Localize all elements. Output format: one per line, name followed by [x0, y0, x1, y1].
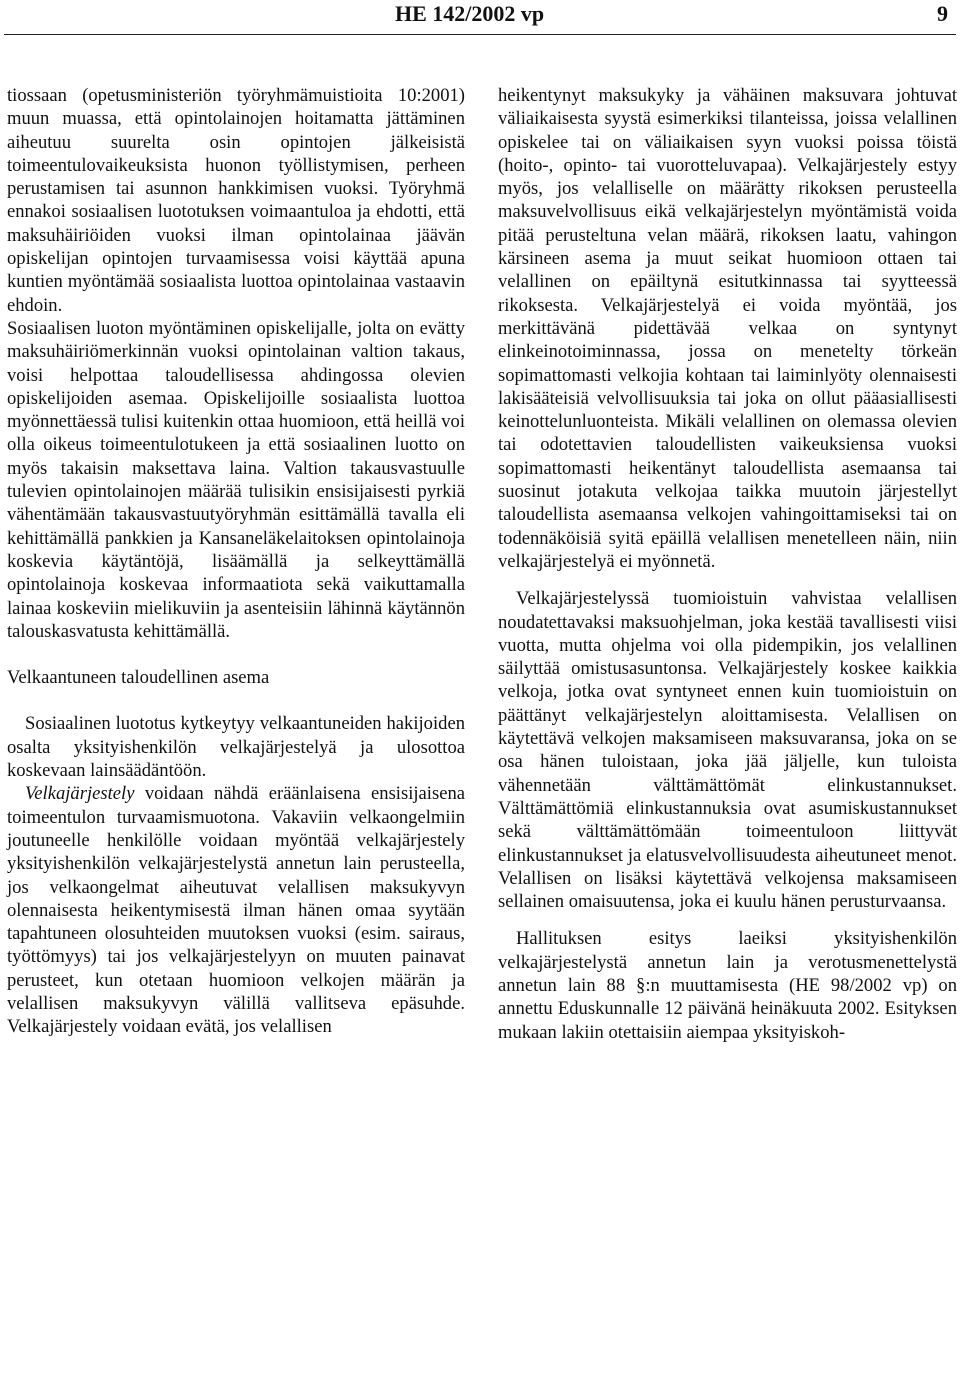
left-paragraph-4-text: voidaan nähdä eräänlaisena ensisijaisena toimeentulon turvaamismuotona. Vakaviin velkaongelmiin joutuneelle henkilölle voidaan myöntää velkajärjestely yksityishenkilön velkajärjestelystä annetun lain perusteella, jos velkaongelmat aiheutuvat velallisen maksukyvyn olennaisesta heikentymisestä ilman hänen omaa syytään tapahtuneen olosuhteiden muutoksen vuoksi (esim. sairaus, työttömyys) tai jos velkajärjestelyyn on muuten painavat perusteet, kun otetaan huomioon velkojen määrän ja velallisen maksukyvyn välillä vallitseva epäsuhde. Velkajärjestely voidaan evätä, jos velallisen [7, 783, 465, 1038]
page-header [0, 0, 960, 34]
right-column [498, 84, 957, 1044]
right-paragraph-3: Hallituksen esitys laeiksi yksityishenkilön velkajärjestelystä annetun lain ja verotusmenettelystä annetun lain 88 §:n muuttamisesta (HE 98/2002 vp) on annettu Eduskunnalle 12 päivänä heinäkuuta 2002. Esityksen mukaan lakiin otettaisiin aiempaa yksityiskoh- [498, 928, 957, 1043]
left-paragraph-1: tiossaan (opetusministeriön työryhmämuistioita 10:2001) muun muassa, että opintolainojen hoitamatta jättäminen aiheutuu suurelta osin opintojen jälkeisistä toimeentulovaikeuksista huonon työllistymisen, perheen perustamisen tai asunnon hankkimisen vuoksi. Työryhmä ennakoi sosiaalisen luototuksen voimaantuloa ja ehdotti, että maksuhäiriöiden vuoksi ilman opintolainaa jäävän opiskelijan opintojen turvaamisessa voisi käyttää apuna kuntien myöntämää sosiaalista luottoa opintolainaa vastaavin ehdoin. [7, 85, 465, 316]
right-paragraph-1: heikentynyt maksukyky ja vähäinen maksuvara johtuvat väliaikaisesta syystä esimerkiksi tilanteissa, joissa velallinen opiskelee tai on väliaikaisen syyn vuoksi poissa töistä (hoito-, opinto- tai vuorotteluvapaa). Velkajärjestely estyy myös, jos velalliselle on määrätty rikoksen perusteella maksuvelvollisuus eikä velkajärjestelyn myöntämistä voida pitää perusteltuna velan määrä, rikoksen laatu, vahingon kärsineen asema ja muut seikat huomioon ottaen tai velallinen on epäiltynä esitutkinnassa tai syytteessä rikoksesta. Velkajärjestelyä ei voida myöntää, jos merkittävänä pidettävää velkaa on syntynyt elinkeinotoiminnassa, jossa on menetelty törkeän sopimattomasti velkojia kohtaan tai laiminlyöty olennaisesti lakisääteisiä velvollisuuksia tai joka on ollut pääasiallisesti keinottelunluonteista. Mikäli velallinen on olemassa olevien tai odotettavien taloudellisten vaikeuksiensa vuoksi sopimattomasti heikentänyt taloudellista asemaansa tai suosinut jotakuta velkojaa taikka muutoin järjestellyt taloudellista asemaansa velkojen vahingoittamiseksi tai on todennäköisiä syitä epäillä velallisen menetelleen näin, niin velkajärjestelyä ei myönnetä. [498, 85, 957, 572]
page-number: 9 [937, 1, 948, 26]
left-paragraph-2: Sosiaalisen luoton myöntäminen opiskelijalle, jolta on evätty maksuhäiriömerkinnän vuoksi opintolainan valtion takaus, voisi helpottaa taloudellisessa ahdingossa olevien opiskelijoiden asemaa. Opiskelijoille sosiaalista luottoa myönnettäessä tulisi kuitenkin ottaa huomioon, että heillä voi olla oikeus toimeentulotukeen ja että sosiaalinen luotto on myös takaisin maksettava laina. Valtion takausvastuulle tulevien opintolainojen määrää tulisikin ensisijaisesti pyrkiä vähentämään takausvastuutyöryhmän esittämällä tavalla eli kehittämällä pankkien ja Kansaneläkelaitoksen opintolainoja koskevia käytäntöjä, lisäämällä ja selkeyttämällä opintolainoja koskevaa informaatiota sekä vaikuttamalla lainaa koskeviin mielikuviin ja asenteisiin lähinnä käytännön talouskasvatusta kehittämällä. [7, 317, 465, 642]
left-paragraph-3: Sosiaalinen luototus kytkeytyy velkaantuneiden hakijoiden osalta yksityishenkilön velkajärjestelyä ja ulosottoa koskevaan lainsäädäntöön. [7, 713, 465, 782]
left-paragraph-4 [7, 782, 465, 1038]
left-column [7, 84, 465, 1039]
right-paragraph-2: Velkajärjestelyssä tuomioistuin vahvistaa velallisen noudatettavaksi maksuohjelman, joka kestää tavallisesti viisi vuotta, mutta ohjelma voi olla pidempikin, jos velallinen säilyttää omistusasuntonsa. Velkajärjestely koskee kaikkia velkoja, jotka ovat syntyneet ennen kuin tuomioistuin on päättänyt velkajärjestelyn aloittamisesta. Velallisen on käytettävä velkojen maksamiseen maksuvaransa, joka on se osa hänen tuloistaan, joka jää jäljelle, kun tuloista vähennetään välttämättömät elinkustannukset. Välttämättömiä elinkustannuksia ovat asumiskustannukset sekä välttämättömään toimeentuloon liittyvät elinkustannukset ja elatusvelvollisuudesta aiheutuneet menot. Velallisen on lisäksi käytettävä velkojensa maksamiseen sellainen omaisuutensa, joka ei kuulu hänen perusturvaansa. [498, 588, 957, 913]
italic-term: Velkajärjestely [25, 783, 135, 805]
document-identifier: HE 142/2002 vp [395, 1, 545, 26]
header-divider [4, 34, 956, 35]
section-heading: Velkaantuneen taloudellinen asema [7, 667, 270, 689]
